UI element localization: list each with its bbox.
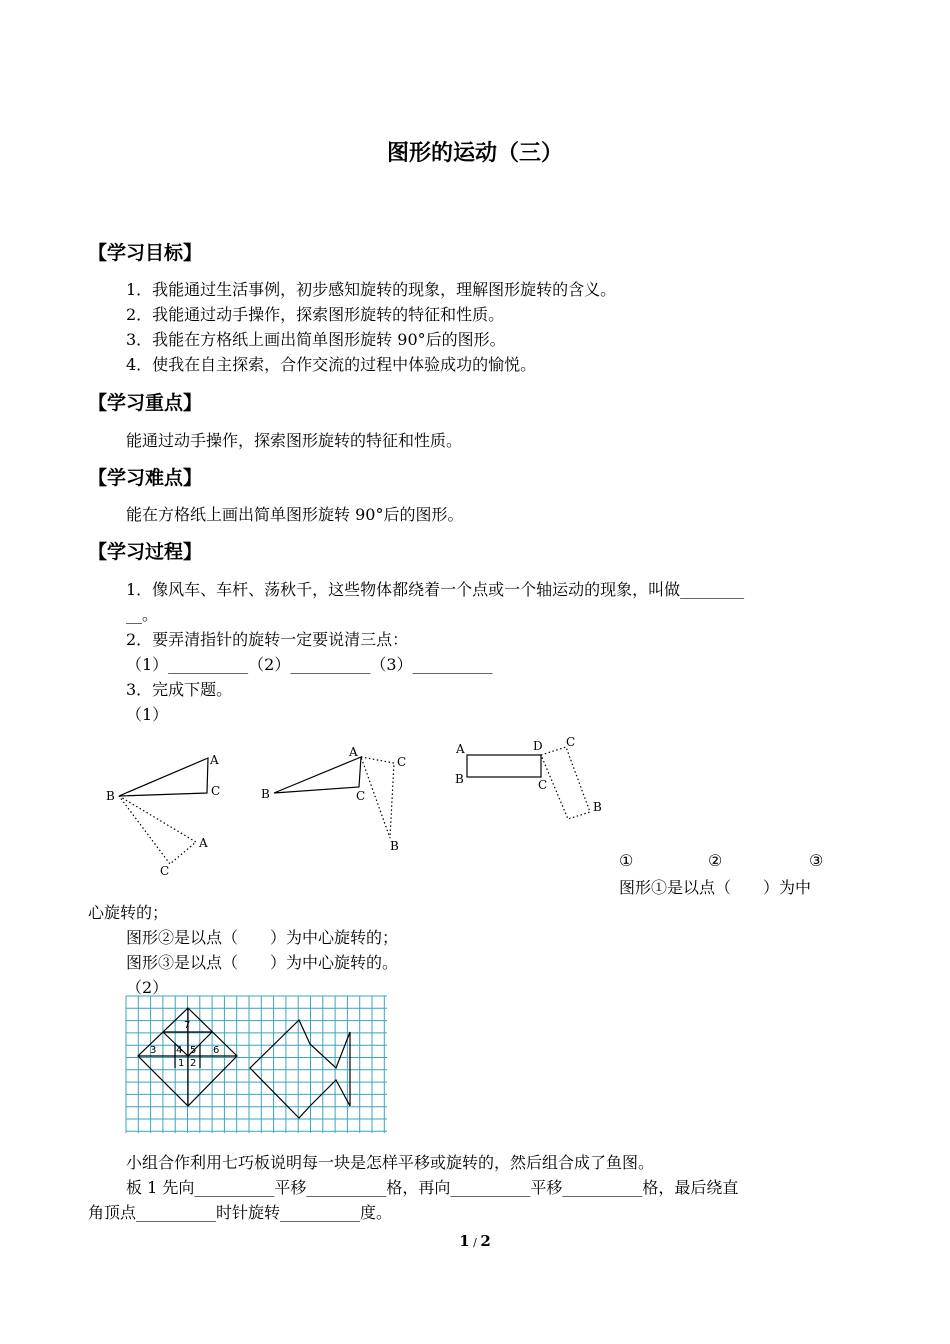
cooperation-text: 小组合作利用七巧板说明每一块是怎样平移或旋转的，然后组合成了鱼图。 [126,1153,655,1172]
page-number [0,1232,950,1250]
process-heading: 【学习过程】 [88,541,203,563]
tangram-number: 7 [184,1020,191,1031]
fig2-question: 图形②是以点（ ）为中心旋转的； [126,928,399,947]
question-2-line1: 2．要弄清指针的旋转一定要说清三点： [126,630,409,649]
question-2-line2: （1）__________（2）__________（3）__________ [126,655,493,674]
goal-item: 2．我能通过动手操作，探索图形旋转的特征和性质。 [126,305,505,324]
goals-heading: 【学习目标】 [88,242,203,264]
fig1-question-line1: 图形①是以点（ ）为中 [619,878,812,897]
fig2-label-c2: C [397,755,407,769]
difficulty-heading: 【学习难点】 [88,467,203,489]
fig1-label-b: B [106,789,115,803]
tangram-number: 4 [176,1045,183,1056]
goal-item: 4．使我在自主探索，合作交流的过程中体验成功的愉悦。 [126,355,537,374]
question-1-line2: __。 [126,605,159,624]
fig3-label-c: C [566,735,576,749]
board-line2: 角顶点__________时针旋转__________度。 [88,1203,393,1222]
tangram-number: 3 [150,1045,157,1056]
page-total: 2 [480,1232,491,1250]
fig2-label-b: B [261,787,270,801]
focus-text: 能通过动手操作，探索图形旋转的特征和性质。 [126,431,463,450]
question-3: 3．完成下题。 [126,680,233,699]
fig2-label-a: A [349,745,358,759]
fig-number-3: ③ [809,851,824,870]
fig3-label-b2: B [593,800,602,814]
fig1-question-line2: 心旋转的； [88,903,169,922]
tangram-number: 1 [178,1058,185,1069]
fig2-label-c: C [356,789,366,803]
fig1-label-c: C [211,784,221,798]
fig3-label-c2: C [538,778,548,792]
difficulty-text: 能在方格纸上画出简单图形旋转 90°后的图形。 [126,505,464,524]
fig3-label-a: A [456,742,465,756]
tangram-number: 6 [213,1045,220,1056]
fig1-label-a: A [210,753,219,767]
board-line1: 板 1 先向__________平移__________格，再向__________平移__________格，最后绕直 [126,1178,739,1197]
tangram-number: 2 [190,1058,197,1069]
fig3-label-d: D [533,739,543,753]
question-1-line1: 1．像风车、车杆、荡秋千，这些物体都绕着一个点或一个轴运动的现象，叫做________ [126,580,745,599]
fig3-question: 图形③是以点（ ）为中心旋转的。 [126,953,399,972]
tangram-number: 5 [190,1045,197,1056]
grid-lines [126,996,387,1133]
fig3-label-b: B [455,772,464,786]
page-sep: / [469,1236,481,1249]
page-current: 1 [459,1232,470,1250]
fig1-label-a2: A [199,836,208,850]
fig1-label-c2: C [160,864,170,878]
focus-heading: 【学习重点】 [88,392,203,414]
fig-number-2: ② [708,851,723,870]
page-title: 图形的运动（三） [386,140,563,166]
goal-item: 3．我能在方格纸上画出简单图形旋转 90°后的图形。 [126,330,506,349]
sub-question-2: （2） [126,978,169,997]
fig-number-1: ① [619,851,634,870]
fig2-label-b2: B [390,839,399,853]
sub-question-1: （1） [126,705,169,724]
goal-item: 1．我能通过生活事例，初步感知旋转的现象，理解图形旋转的含义。 [126,280,617,299]
